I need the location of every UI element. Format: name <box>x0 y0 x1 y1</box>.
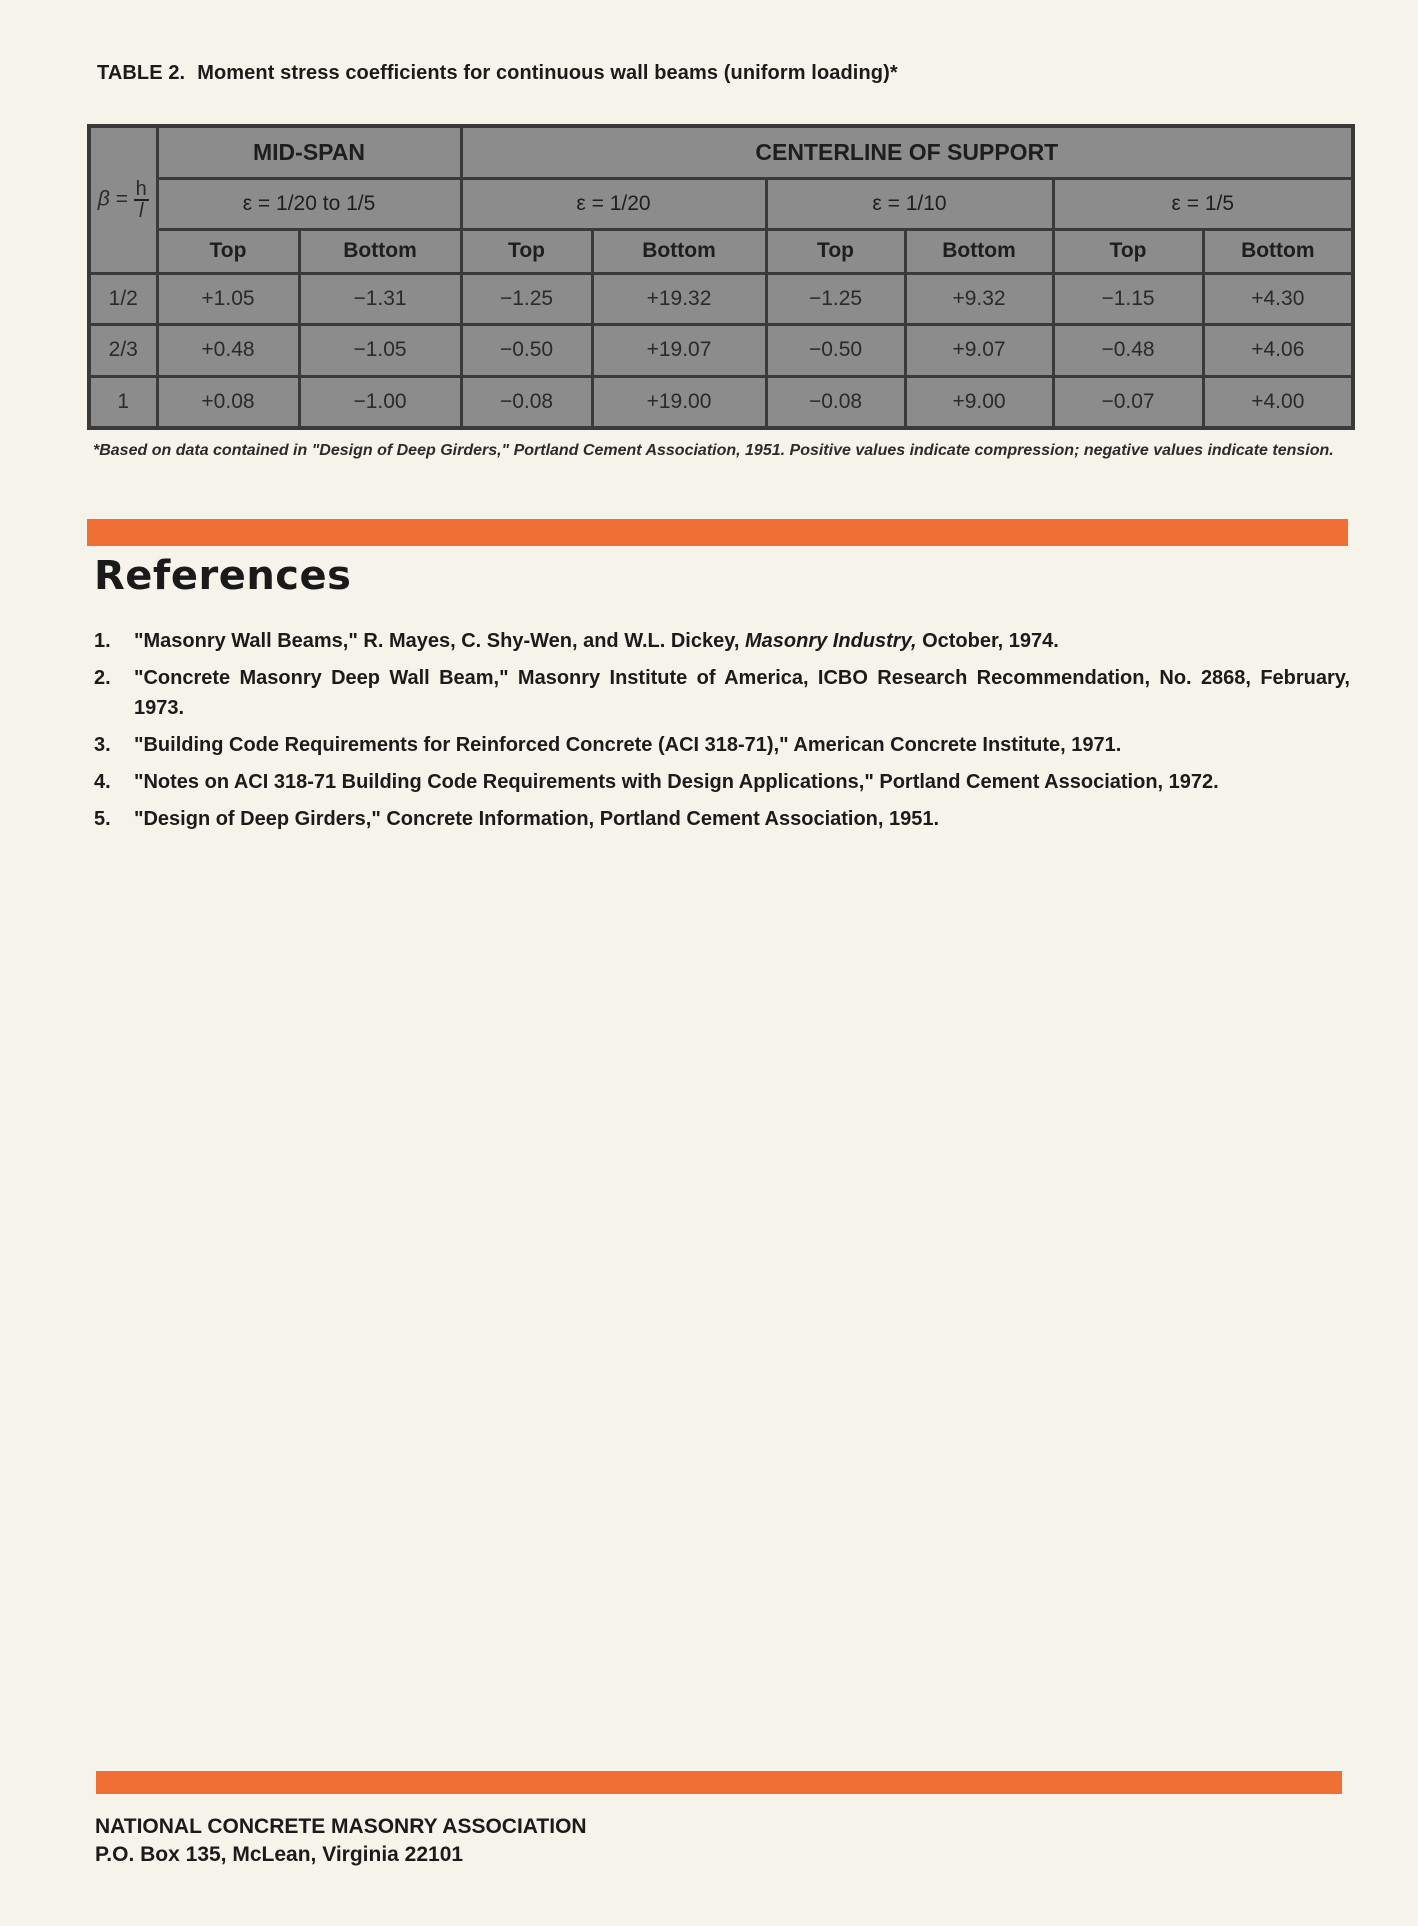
table-cell: −1.00 <box>299 376 461 428</box>
table-cell: −1.05 <box>299 325 461 376</box>
table-row <box>89 325 1353 376</box>
col-header-top: Top <box>157 229 299 273</box>
table-title: Moment stress coefficients for continuous wall beams (uniform loading)* <box>197 62 898 84</box>
table-cell: −0.08 <box>461 376 592 428</box>
references-list <box>94 626 1350 841</box>
table-cell: −1.25 <box>461 273 592 324</box>
col-header-bottom: Bottom <box>905 229 1053 273</box>
reference-item: 3. "Building Code Requirements for Reinforced Concrete (ACI 318-71)," American Concrete Institute, 1971. <box>94 734 1122 756</box>
beta-numerator: h <box>135 177 147 200</box>
beta-denominator: l <box>138 199 144 222</box>
coefficient-table <box>87 124 1355 430</box>
references-heading: References <box>94 553 352 599</box>
table-cell: +4.06 <box>1203 325 1353 376</box>
eps-midspan: ε = 1/20 to 1/5 <box>157 179 461 229</box>
table-footnote: *Based on data contained in "Design of Deep Girders," Portland Cement Association, 1951. Positive values indicate compression; negative values indicate tension. <box>93 442 1334 459</box>
eps-1-10: ε = 1/10 <box>766 179 1053 229</box>
col-header-bottom: Bottom <box>299 229 461 273</box>
table-cell: +9.32 <box>905 273 1053 324</box>
publisher-address: P.O. Box 135, McLean, Virginia 22101 <box>95 1843 464 1866</box>
table-cell: −0.50 <box>766 325 905 376</box>
reference-item: 5. "Design of Deep Girders," Concrete Information, Portland Cement Association, 1951. <box>94 808 940 830</box>
table-cell: −0.50 <box>461 325 592 376</box>
col-header-bottom: Bottom <box>592 229 766 273</box>
table-cell: −1.31 <box>299 273 461 324</box>
table-cell: +0.08 <box>157 376 299 428</box>
table-cell: −0.07 <box>1053 376 1203 428</box>
accent-bar-top <box>87 519 1348 546</box>
row-beta: 1/2 <box>89 273 157 324</box>
row-beta: 1 <box>89 376 157 428</box>
table-cell: +19.00 <box>592 376 766 428</box>
reference-item: 2. "Concrete Masonry Deep Wall Beam," Masonry Institute of America, ICBO Research Recommendation, No. 2868, February, 1973. <box>94 667 1350 719</box>
group-support: CENTERLINE OF SUPPORT <box>461 126 1353 179</box>
reference-item: 1. "Masonry Wall Beams," R. Mayes, C. Shy-Wen, and W.L. Dickey, Masonry Industry, October, 1974. <box>94 630 1059 652</box>
table-cell: +0.48 <box>157 325 299 376</box>
group-midspan: MID-SPAN <box>157 126 461 179</box>
table-caption <box>97 62 898 85</box>
row-beta: 2/3 <box>89 325 157 376</box>
publisher-block <box>95 1813 587 1869</box>
table-cell: +4.30 <box>1203 273 1353 324</box>
eps-1-20: ε = 1/20 <box>461 179 766 229</box>
col-header-top: Top <box>461 229 592 273</box>
publisher-name: NATIONAL CONCRETE MASONRY ASSOCIATION <box>95 1815 587 1838</box>
table-cell: +1.05 <box>157 273 299 324</box>
table-cell: +19.32 <box>592 273 766 324</box>
table-cell: −1.15 <box>1053 273 1203 324</box>
reference-item: 4. "Notes on ACI 318-71 Building Code Requirements with Design Applications," Portland Cement Association, 1972. <box>94 771 1219 793</box>
col-header-top: Top <box>766 229 905 273</box>
beta-header: β = $\frac{h}{l}$ <box>89 126 157 273</box>
table-row <box>89 376 1353 428</box>
table-cell: −0.48 <box>1053 325 1203 376</box>
table-number: TABLE 2. <box>97 62 186 84</box>
table-cell: +9.00 <box>905 376 1053 428</box>
accent-bar-bottom <box>96 1771 1342 1794</box>
col-header-bottom: Bottom <box>1203 229 1353 273</box>
table-cell: +19.07 <box>592 325 766 376</box>
table-cell: +9.07 <box>905 325 1053 376</box>
table-row <box>89 273 1353 324</box>
eps-1-5: ε = 1/5 <box>1053 179 1353 229</box>
table-cell: −1.25 <box>766 273 905 324</box>
table-cell: −0.08 <box>766 376 905 428</box>
table-cell: +4.00 <box>1203 376 1353 428</box>
col-header-top: Top <box>1053 229 1203 273</box>
